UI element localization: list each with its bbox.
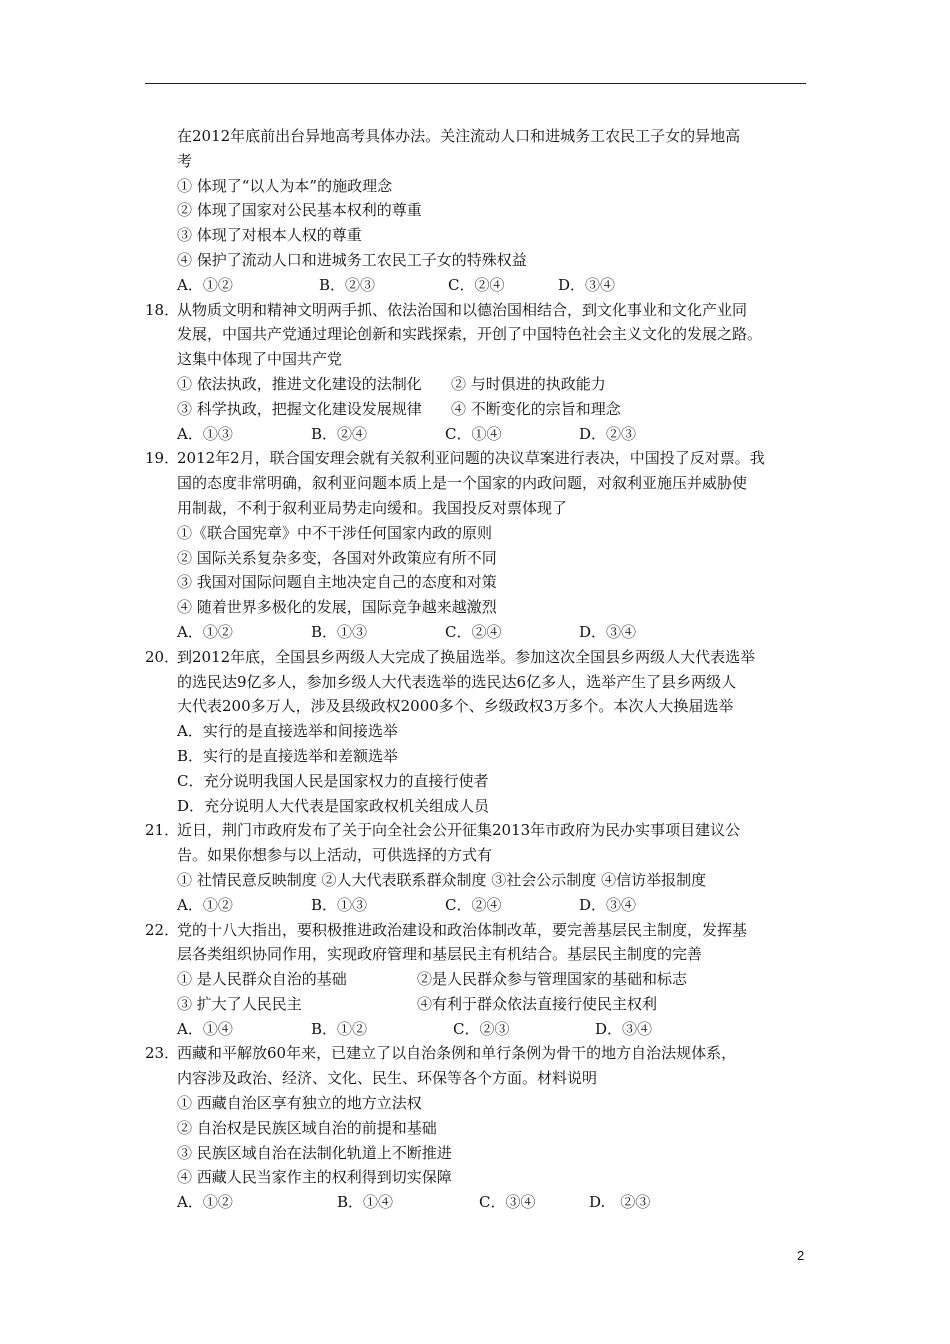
question-stem-line: 21． 近日，荆门市政府发布了关于向全社会公开征集2013年市政府为民办实事项目建议公 [145, 818, 825, 843]
statement-item: ④有利于群众依法直接行使民主权利 [417, 994, 658, 1013]
statement-pair [145, 397, 825, 422]
question-19 [145, 446, 825, 644]
exam-page-content [145, 124, 825, 1215]
question-22 [145, 918, 825, 1042]
option-a: A．①③ [177, 424, 233, 443]
question-stem-line: 这集中体现了中国共产党 [177, 350, 343, 369]
statement-item: ① 依法执政，推进文化建设的法制化 [177, 374, 422, 393]
answer-options [145, 893, 825, 918]
question-number: 19． [145, 449, 180, 468]
question-stem-line: 在2012年底前出台异地高考具体办法。关注流动人口和进城务工农民工子女的异地高 [177, 127, 741, 145]
question-number: 21． [145, 821, 180, 840]
option-c: C．②④ [445, 622, 502, 641]
statement-item: ④ 不断变化的宗旨和理念 [451, 399, 621, 418]
statement-item: ①《联合国宪章》中不干涉任何国家内政的原则 [177, 523, 493, 542]
question-stem-line: 层各类组织协同作用，实现政府管理和基层民主有机结合。基层民主制度的完善 [177, 945, 703, 964]
question-stem-line: 告。如果你想参与以上活动，可供选择的方式有 [177, 846, 493, 865]
question-stem-line: 18． 从物质文明和精神文明两手抓、依法治国和以德治国相结合，到文化事业和文化产业同 [145, 298, 825, 323]
question-stem-line: 用制裁，不利于叙利亚局势走向缓和。我国投反对票体现了 [177, 498, 568, 517]
option-b: B．①③ [311, 622, 368, 641]
answer-options [145, 620, 825, 645]
statement-item: ③ 民族区域自治在法制化轨道上不断推进 [177, 1143, 452, 1162]
question-stem-line: 考 [177, 151, 193, 170]
option-c: C．③④ [479, 1193, 536, 1212]
option-a: A．①② [177, 622, 233, 641]
choice-c: C．充分说明我国人民是国家权力的直接行使者 [177, 771, 489, 790]
option-d: D．③④ [579, 622, 637, 641]
question-number: 22． [145, 920, 180, 939]
statement-item: ③ 体现了对根本人权的尊重 [177, 226, 362, 245]
statement-item: ① 是人民群众自治的基础 [177, 970, 347, 989]
statement-pair [145, 967, 825, 992]
question-number: 23． [145, 1044, 180, 1063]
statement-item: ④ 保护了流动人口和进城务工农民工子女的特殊权益 [177, 250, 527, 269]
question-17-continued [145, 124, 825, 298]
question-stem-line: 发展，中国共产党通过理论创新和实践探索，开创了中国特色社会主义文化的发展之路。 [177, 325, 763, 344]
option-b: B．①④ [337, 1193, 394, 1212]
choice-d: D．充分说明人大代表是国家政权机关组成人员 [177, 796, 490, 815]
statement-item: ② 与时俱进的执政能力 [451, 374, 606, 393]
option-b: B．①② [311, 1019, 368, 1038]
option-c: C．①④ [445, 424, 502, 443]
answer-options [145, 1190, 825, 1215]
question-number: 18． [145, 300, 180, 319]
question-23 [145, 1041, 825, 1215]
statement-pair [145, 992, 825, 1017]
question-stem-line: 23． 西藏和平解放60年来，已建立了以自治条例和单行条例为骨干的地方自治法规体系， [145, 1041, 825, 1066]
option-d: D．③④ [595, 1019, 653, 1038]
option-b: B．①③ [311, 895, 368, 914]
header-rule [145, 83, 806, 84]
question-stem-line: 19． 2012年2月，联合国安理会就有关叙利亚问题的决议草案进行表决，中国投了反对票。我 [145, 446, 825, 471]
option-d: D. ②③ [589, 1193, 651, 1212]
statement-item: ③ 科学执政，把握文化建设发展规律 [177, 399, 422, 418]
option-d: D．③④ [579, 895, 637, 914]
statement-item: ④ 西藏人民当家作主的权利得到切实保障 [177, 1168, 452, 1187]
statement-item: ③ 扩大了人民民主 [177, 994, 302, 1013]
statement-item: ① 西藏自治区享有独立的地方立法权 [177, 1094, 422, 1113]
option-a: A．①② [177, 275, 233, 294]
option-b: B．②③ [319, 275, 376, 294]
statement-item: ②是人民群众参与管理国家的基础和标志 [417, 970, 688, 989]
statement-item: ① 社情民意反映制度 ②人大代表联系群众制度 ③社会公示制度 ④信访举报制度 [177, 870, 707, 889]
option-a: A．①④ [177, 1019, 233, 1038]
answer-options [145, 1017, 825, 1042]
question-20 [145, 645, 825, 819]
answer-options [145, 422, 825, 447]
statement-item: ② 体现了国家对公民基本权利的尊重 [177, 201, 422, 220]
statement-item: ② 自治权是民族区域自治的前提和基础 [177, 1118, 437, 1137]
statement-item: ② 国际关系复杂多变，各国对外政策应有所不同 [177, 548, 497, 567]
option-b: B．②④ [311, 424, 368, 443]
page-number: 2 [797, 1248, 805, 1263]
option-c: C．②③ [453, 1019, 510, 1038]
option-a: A．①② [177, 1193, 233, 1212]
choice-a: A．实行的是直接选举和间接选举 [177, 722, 398, 741]
answer-options [145, 273, 825, 298]
question-number: 20． [145, 647, 180, 666]
option-d: D．③④ [558, 275, 616, 294]
option-c: C．②④ [448, 275, 505, 294]
question-stem-line: 国的态度非常明确，叙利亚问题本质上是一个国家的内政问题，对叙利亚施压并威胁使 [177, 474, 748, 493]
question-18 [145, 298, 825, 447]
statement-item: ④ 随着世界多极化的发展，国际竞争越来越激烈 [177, 598, 497, 617]
option-d: D．②③ [579, 424, 637, 443]
statement-item: ① 体现了“以人为本”的施政理念 [177, 176, 393, 195]
question-stem-line: 20． 到2012年底，全国县乡两级人大完成了换届选举。参加这次全国县乡两级人大代表选举 [145, 645, 825, 670]
statement-pair [145, 372, 825, 397]
choice-b: B．实行的是直接选举和差额选举 [177, 746, 399, 765]
question-stem-line: 内容涉及政治、经济、文化、民生、环保等各个方面。材料说明 [177, 1069, 598, 1088]
option-c: C．②④ [445, 895, 502, 914]
question-stem-line: 22． 党的十八大指出，要积极推进政治建设和政治体制改革，要完善基层民主制度，发挥基 [145, 918, 825, 943]
question-stem-line: 的选民达9亿多人，参加乡级人大代表选举的选民达6亿多人，选举产生了县乡两级人 [177, 672, 737, 691]
question-stem-line: 大代表200多万人，涉及县级政权2000多个、乡级政权3万多个。本次人大换届选举 [177, 697, 734, 716]
statement-item: ③ 我国对国际问题自主地决定自己的态度和对策 [177, 573, 497, 592]
option-a: A．①② [177, 895, 233, 914]
question-21 [145, 818, 825, 917]
